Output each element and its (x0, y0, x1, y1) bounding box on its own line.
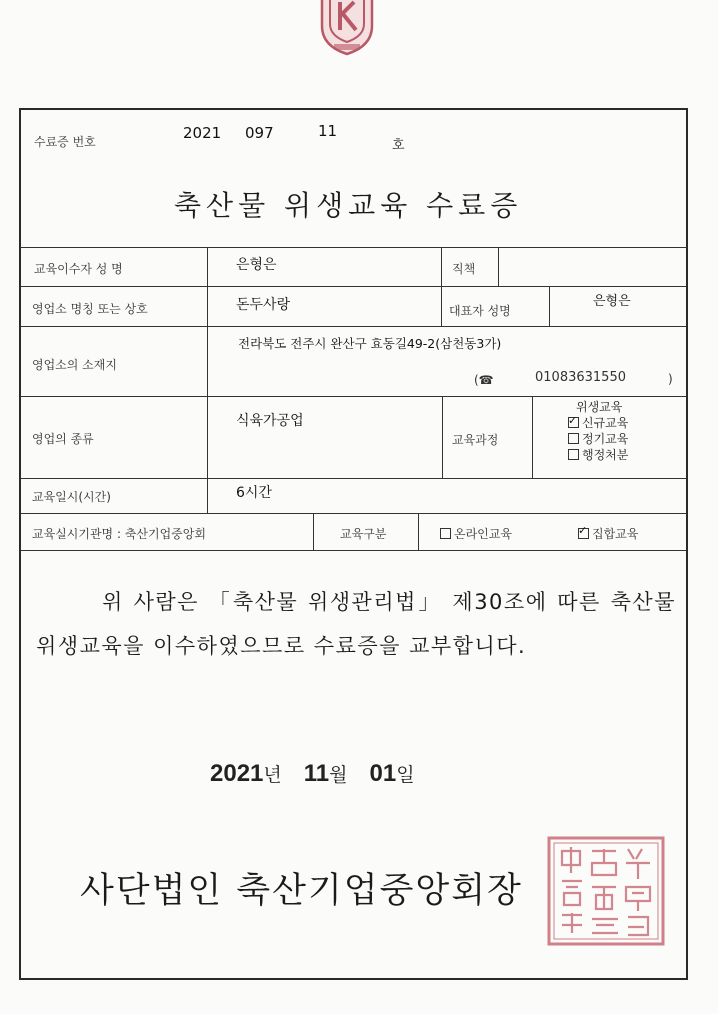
course-options (568, 399, 628, 463)
grid-line (20, 396, 687, 397)
document-title: 축산물 위생교육 수료증 (174, 189, 523, 222)
name-label: 교육이수자 성 명 (34, 262, 123, 276)
grid-line (441, 247, 442, 326)
cert-number-label: 수료증 번호 (34, 135, 96, 149)
address-label: 영업소의 소재지 (32, 358, 117, 372)
business-type-label: 영업의 종류 (32, 432, 94, 446)
grid-line (20, 550, 687, 551)
grid-line (313, 513, 314, 550)
institution-label: 교육실시기관명 : 축산기업중앙회 (32, 527, 206, 541)
grid-line (20, 286, 687, 287)
grid-line (207, 247, 208, 513)
category-label: 교육구분 (340, 527, 387, 541)
grid-line (20, 247, 687, 248)
hours-label: 교육일시(시간) (32, 490, 111, 504)
grid-line (418, 513, 419, 550)
address-value: 전라북도 전주시 완산구 효동길49-2(삼천동3가) (238, 336, 502, 351)
cert-year: 2021 (183, 124, 222, 142)
certificate-statement: 위 사람은 「축산물 위생관리법」 제30조에 따른 축산물 위생교육을 이수하였으므로 수료증을 교부합니다. (36, 590, 676, 658)
emblem-logo-icon (316, 0, 378, 56)
representative-label: 대표자 성명 (449, 304, 511, 318)
business-value: 돈두사랑 (236, 297, 291, 313)
phone-prefix: (☎ (474, 373, 494, 387)
grid-line (549, 286, 550, 326)
grid-line (20, 513, 687, 514)
course-option-administrative: 행정처분 (568, 447, 628, 463)
checked-box-icon (578, 528, 589, 539)
category-group: ✓ 집합교육 (578, 525, 638, 542)
hours-value: 6시간 (236, 485, 272, 501)
official-seal-icon (546, 835, 666, 947)
course-option-new: ✓신규교육 (568, 415, 628, 431)
grid-line (442, 396, 443, 478)
grid-line (532, 396, 533, 478)
issuer-name: 사단법인 축산기업중앙회장 (80, 871, 523, 911)
grid-line (20, 478, 687, 479)
course-option-regular: 정기교육 (568, 431, 628, 447)
checkbox-icon (568, 433, 579, 444)
business-type-value: 식육가공업 (236, 413, 304, 429)
checked-box-icon (568, 417, 579, 428)
checkbox-icon (440, 528, 451, 539)
cert-code: 097 (245, 124, 274, 142)
checkbox-icon (568, 449, 579, 460)
position-label: 직책 (452, 262, 476, 276)
cert-month: 11 (318, 122, 338, 140)
phone-suffix: ) (668, 372, 673, 386)
phone-value: 01083631550 (535, 370, 626, 385)
category-online: 온라인교육 (440, 525, 512, 542)
grid-line (20, 326, 687, 327)
cert-suffix: 호 (392, 138, 405, 153)
issue-date: 2021년 11월 01일 (210, 760, 415, 787)
representative-value: 은형은 (593, 294, 631, 309)
course-group-label: 위생교육 (576, 400, 623, 414)
course-label: 교육과정 (452, 433, 499, 447)
business-label: 영업소 명칭 또는 상호 (32, 302, 148, 316)
grid-line (498, 247, 499, 287)
name-value: 은형은 (236, 257, 277, 273)
